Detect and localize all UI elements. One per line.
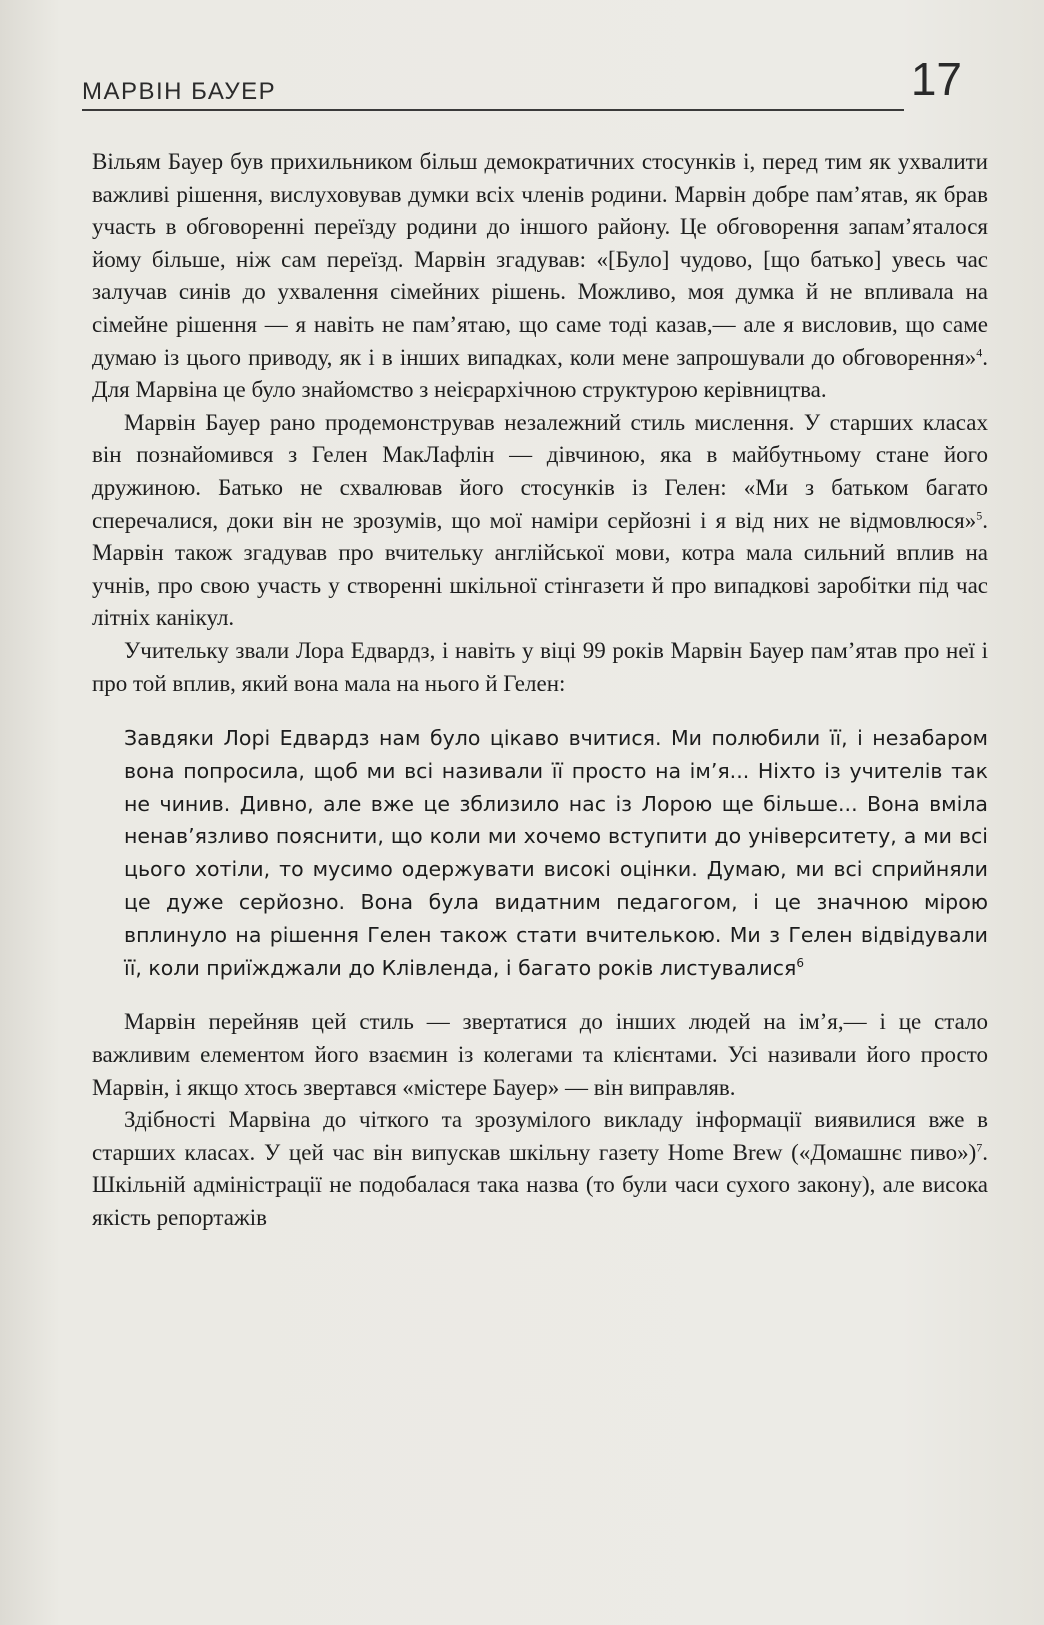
paragraph-text: . Для Марвіна це було знайомство з неієрархічною структурою керівництва. [92, 344, 988, 403]
page-header [82, 52, 962, 112]
paragraph-text: . Шкільній адміністрації не подобалася така назва (то були часи сухого закону), але висока якість репортажів [92, 1139, 988, 1231]
paragraph-text: Вільям Бауер був прихильником більш демократичних стосунків і, перед тим як ухвалити важливі рішення, вислуховував думки всіх членів родини. Марвін добре пам’ятав, як брав участь в обговоренні переїзду родини до іншого району. Це обговорення запам’яталося йому більше, ніж сам переїзд. Марвін згадував: «[Було] чудово, [що батько] увесь час залучав синів до ухвалення сімейних рішень. Можливо, моя думка й не впливала на сімейне рішення — я навіть не пам’ятаю, що саме тоді казав,— але я висловив, що саме думаю із цього приводу, як і в інших випадках, коли мене запрошували до обговорення» [92, 149, 988, 370]
running-head: МАРВІН БАУЕР [82, 78, 277, 105]
paragraph-4 [92, 1006, 988, 1104]
footnote-ref: 7 [976, 1140, 983, 1155]
footnote-ref: 5 [976, 507, 983, 522]
paragraph-text: Марвін перейняв цей стиль — звертатися до інших людей на ім’я,— і це стало важливим елементом його взаємин із колегами та клієнтами. Усі називали його просто Марвін, і якщо хтось звертався «містере Бауер» — він виправляв. [92, 1009, 988, 1100]
header-rule [82, 109, 904, 111]
footnote-ref: 4 [976, 344, 983, 359]
paragraph-5 [92, 1104, 988, 1234]
paragraph-1 [92, 146, 988, 407]
paragraph-text: Учительку звали Лора Едвардз, і навіть у віці 99 років Марвін Бауер пам’ятав про неї і про той вплив, який вона мала на нього й Гелен: [92, 637, 988, 696]
footnote-ref: 6 [796, 955, 804, 970]
paragraph-text: . Марвін також згадував про вчительку англійської мови, котра мала сильний вплив на учнів, про свою участь у створенні шкільної стінгазети й про випадкові заробітки під час літніх канікул. [92, 507, 988, 631]
paragraph-text: Здібності Марвіна до чіткого та зрозумілого викладу інформації виявилися вже в старших класах. У цей час він випускав шкільну газету Home Brew («Домашнє пиво») [92, 1107, 988, 1165]
body-text [92, 146, 988, 1235]
paragraph-text: Марвін Бауер рано продемонстрував незалежний стиль мислення. У старших класах він познайомився з Гелен МакЛафлін — дівчиною, яка в майбутньому стане його дружиною. Батько не схвалював його стосунків із Гелен: «Ми з батьком багато сперечалися, доки він не зрозумів, що мої наміри серйозні і я від них не відмовлюся» [92, 409, 988, 533]
page-number: 17 [910, 53, 962, 105]
block-quote [124, 722, 988, 984]
paragraph-2 [92, 407, 988, 635]
quote-text: Завдяки Лорі Едвардз нам було цікаво вчитися. Ми полюбили її, і незабаром вона попросила, щоб ми всі називали її просто на ім’я... Ніхто із учителів так не чинив. Дивно, але вже це зблизило нас із Лорою ще більше... Вона вміла ненав’язливо пояснити, що коли ми хочемо вступити до університету, а ми всі цього хотіли, то мусимо одержувати високі оцінки. Думаю, ми всі сприйняли це дуже серйозно. Вона була видатним педагогом, і це значною мірою вплинуло на рішення Гелен також стати вчителькою. Ми з Гелен відвідували її, коли приїжджали до Клівленда, і багато років листувалися [124, 726, 988, 980]
paragraph-3 [92, 635, 988, 700]
